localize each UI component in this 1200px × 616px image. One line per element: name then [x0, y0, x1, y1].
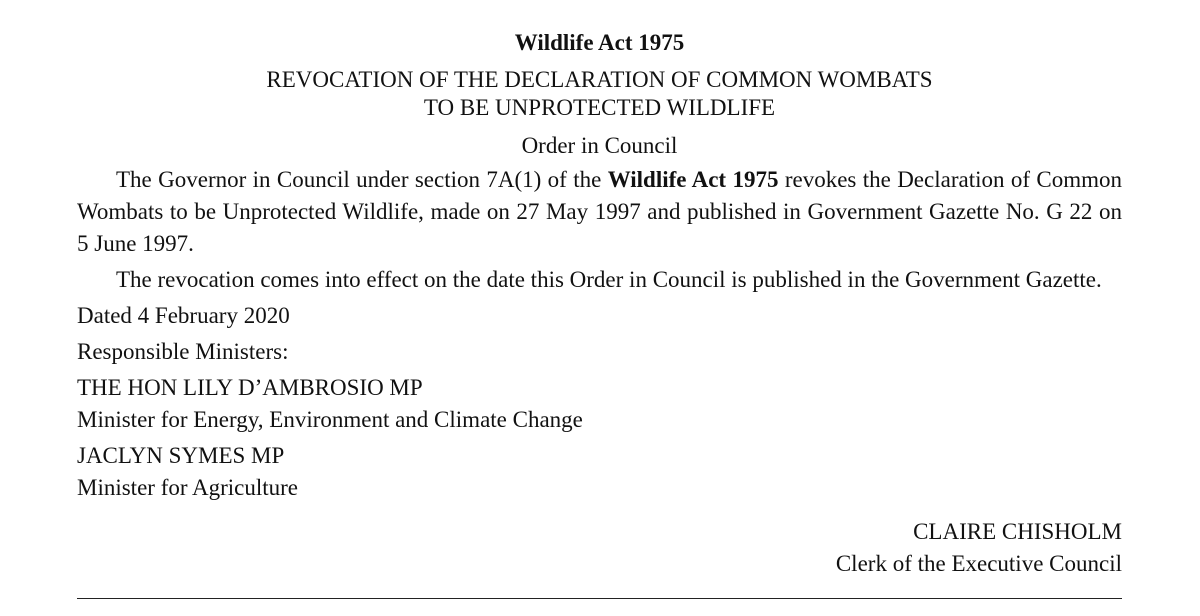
- paragraph-text-before: The Governor in Council under section 7A(1) of the: [116, 167, 608, 192]
- minister-title: Minister for Energy, Environment and Climate Change: [77, 407, 583, 432]
- order-label: Order in Council: [521, 133, 678, 158]
- act-reference: Wildlife Act 1975: [607, 167, 779, 192]
- heading-line-1: REVOCATION OF THE DECLARATION OF COMMON WOMBATS: [266, 67, 933, 92]
- act-title: Wildlife Act 1975: [514, 30, 685, 55]
- bottom-divider: [77, 598, 1122, 599]
- notice-heading: [77, 66, 1122, 122]
- heading-line-2: TO BE UNPROTECTED WILDLIFE: [423, 95, 776, 120]
- responsible-ministers-label: Responsible Ministers:: [77, 339, 289, 364]
- minister-name: THE HON LILY D’AMBROSIO MP: [77, 375, 423, 400]
- minister-name: JACLYN SYMES MP: [77, 443, 285, 468]
- revocation-paragraph: [77, 164, 1122, 260]
- paragraph-text-after: revokes the Declaration of Common Wombats to be Unprotected Wildlife, made on 27 May 1997 and published in Government Gazette No. G 22 on 5 June 1997.: [77, 167, 1122, 256]
- minister-title: Minister for Agriculture: [77, 475, 299, 500]
- clerk-title: Clerk of the Executive Council: [835, 551, 1122, 576]
- dated-line: Dated 4 February 2020: [77, 303, 290, 328]
- effect-paragraph: The revocation comes into effect on the date this Order in Council is published in the Government Gazette.: [116, 267, 1102, 292]
- clerk-name: CLAIRE CHISHOLM: [913, 519, 1122, 544]
- gazette-notice: [77, 28, 1122, 580]
